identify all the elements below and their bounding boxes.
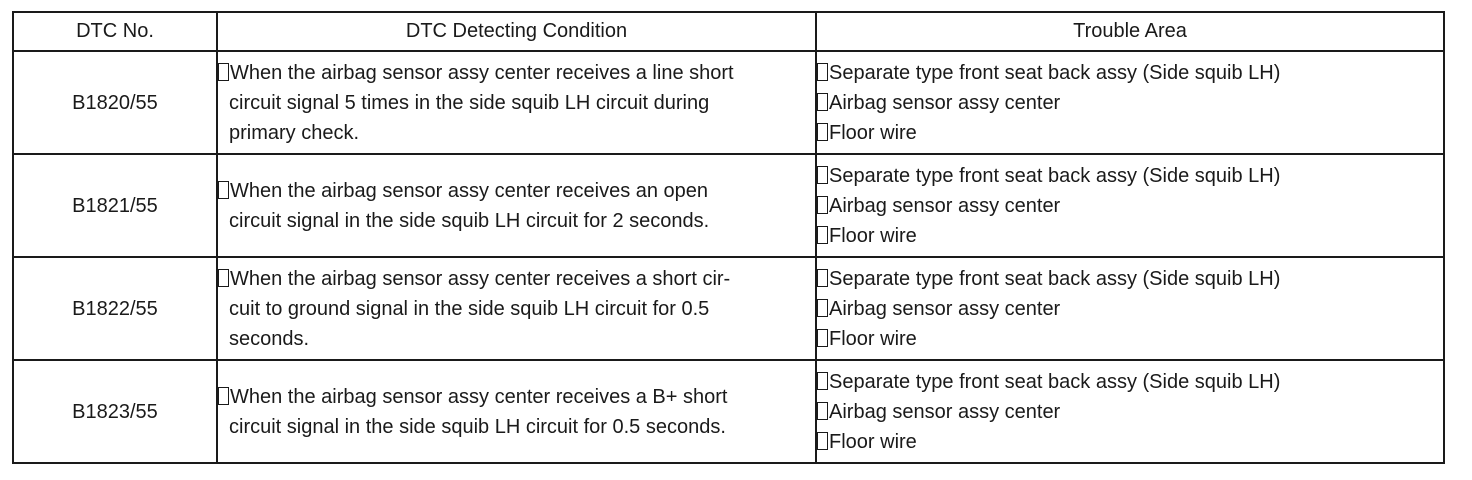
area-item: Floor wire bbox=[817, 427, 1443, 457]
area-item: Floor wire bbox=[817, 324, 1443, 354]
condition-line: cuit to ground signal in the side squib LH circuit for 0.5 bbox=[229, 297, 710, 320]
bullet-box-icon bbox=[817, 329, 828, 347]
area-item: Separate type front seat back assy (Side squib LH) bbox=[817, 264, 1443, 294]
bullet-box-icon bbox=[817, 93, 828, 111]
bullet-box-icon bbox=[817, 123, 828, 141]
area-item: Separate type front seat back assy (Side squib LH) bbox=[817, 58, 1443, 88]
bullet-box-icon bbox=[218, 181, 229, 199]
area-item: Separate type front seat back assy (Side squib LH) bbox=[817, 367, 1443, 397]
table-row bbox=[13, 154, 1444, 257]
bullet-box-icon bbox=[817, 432, 828, 450]
detecting-condition bbox=[217, 154, 816, 257]
bullet-box-icon bbox=[218, 269, 229, 287]
trouble-area bbox=[816, 51, 1444, 154]
table-row bbox=[13, 257, 1444, 360]
condition-line: When the airbag sensor assy center receives a B+ short bbox=[218, 382, 815, 412]
detecting-condition bbox=[217, 257, 816, 360]
bullet-box-icon bbox=[817, 402, 828, 420]
condition-line: circuit signal 5 times in the side squib LH circuit during bbox=[229, 91, 710, 114]
bullet-box-icon bbox=[218, 63, 229, 81]
area-item: Airbag sensor assy center bbox=[817, 191, 1443, 221]
bullet-box-icon bbox=[218, 387, 229, 405]
header-condition: DTC Detecting Condition bbox=[217, 12, 816, 51]
header-row bbox=[13, 12, 1444, 51]
bullet-box-icon bbox=[817, 63, 828, 81]
area-item: Airbag sensor assy center bbox=[817, 88, 1443, 118]
condition-line: primary check. bbox=[229, 121, 360, 144]
condition-line: When the airbag sensor assy center receives an open bbox=[218, 176, 815, 206]
detecting-condition bbox=[217, 51, 816, 154]
trouble-area bbox=[816, 154, 1444, 257]
bullet-box-icon bbox=[817, 372, 828, 390]
condition-line: circuit signal in the side squib LH circuit for 2 seconds. bbox=[229, 209, 710, 232]
condition-line: When the airbag sensor assy center receives a line short bbox=[218, 58, 815, 88]
condition-line: When the airbag sensor assy center receives a short cir- bbox=[218, 264, 815, 294]
dtc-table bbox=[12, 11, 1445, 464]
area-item: Floor wire bbox=[817, 118, 1443, 148]
table-row bbox=[13, 51, 1444, 154]
bullet-box-icon bbox=[817, 196, 828, 214]
area-item: Airbag sensor assy center bbox=[817, 294, 1443, 324]
bullet-box-icon bbox=[817, 166, 828, 184]
condition-line: circuit signal in the side squib LH circuit for 0.5 seconds. bbox=[229, 415, 726, 438]
dtc-code: B1822/55 bbox=[13, 257, 217, 360]
area-item: Floor wire bbox=[817, 221, 1443, 251]
bullet-box-icon bbox=[817, 269, 828, 287]
trouble-area bbox=[816, 257, 1444, 360]
bullet-box-icon bbox=[817, 226, 828, 244]
bullet-box-icon bbox=[817, 299, 828, 317]
dtc-code: B1821/55 bbox=[13, 154, 217, 257]
area-item: Airbag sensor assy center bbox=[817, 397, 1443, 427]
trouble-area bbox=[816, 360, 1444, 463]
table-row bbox=[13, 360, 1444, 463]
header-trouble-area: Trouble Area bbox=[816, 12, 1444, 51]
condition-line: seconds. bbox=[229, 327, 310, 350]
header-dtc-no: DTC No. bbox=[13, 12, 217, 51]
dtc-code: B1820/55 bbox=[13, 51, 217, 154]
area-item: Separate type front seat back assy (Side squib LH) bbox=[817, 161, 1443, 191]
dtc-code: B1823/55 bbox=[13, 360, 217, 463]
detecting-condition bbox=[217, 360, 816, 463]
